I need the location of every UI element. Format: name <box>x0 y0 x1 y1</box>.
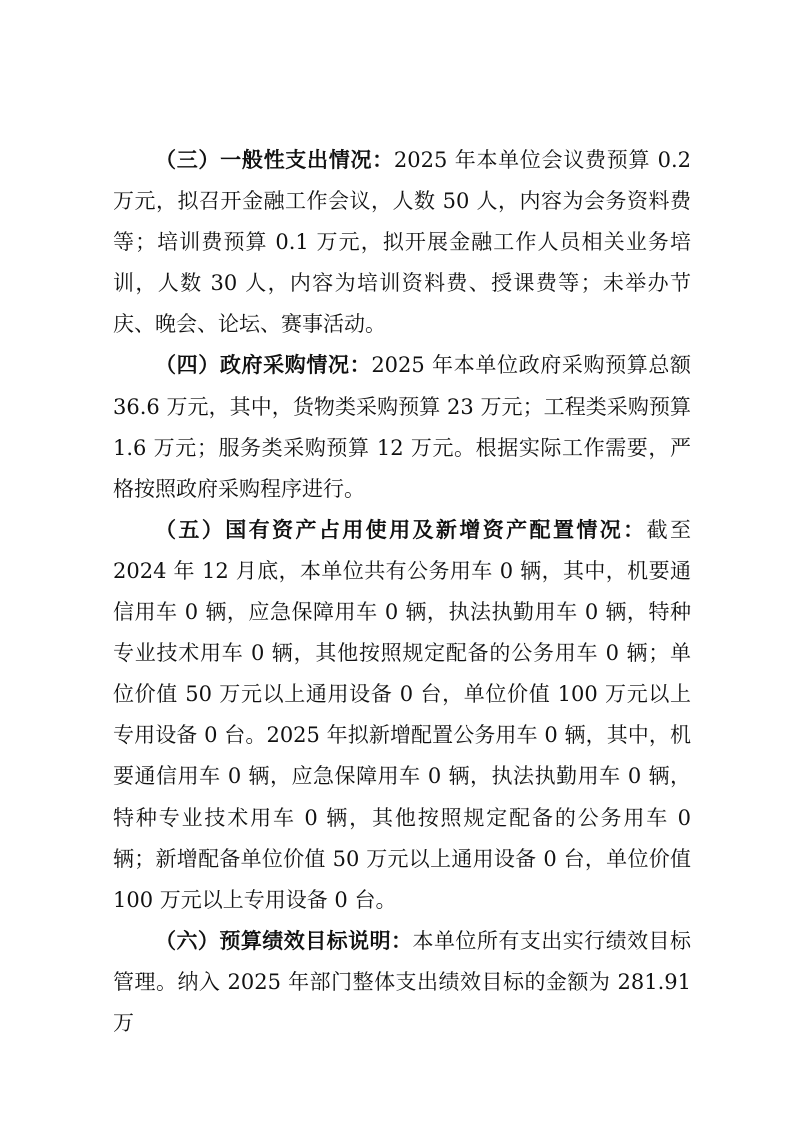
section-heading-general-expenditure: （三）一般性支出情况： <box>155 148 394 172</box>
paragraph-state-assets <box>113 510 691 921</box>
paragraph-government-procurement <box>113 345 691 509</box>
section-text-government-procurement: 2025 年本单位政府采购预算总额 36.6 万元，其中，货物类采购预算 23 万元；工程类采购预算 1.6 万元；服务类采购预算 12 万元。根据实际工作需要，严格按照政府采购程序进行。 <box>113 353 691 501</box>
section-text-general-expenditure: 2025 年本单位会议费预算 0.2 万元，拟召开金融工作会议，人数 50 人，内容为会务资料费等；培训费预算 0.1 万元，拟开展金融工作人员相关业务培训，人数 30 人，内容为培训资料费、授课费等；未举办节庆、晚会、论坛、赛事活动。 <box>113 148 691 337</box>
section-text-performance-goals: 本单位所有支出实行绩效目标管理。纳入 2025 年部门整体支出绩效目标的金额为 281.91 万 <box>113 928 691 1035</box>
section-heading-government-procurement: （四）政府采购情况： <box>155 353 372 378</box>
section-text-state-assets: 截至 2024 年 12 月底，本单位共有公务用车 0 辆，其中，机要通信用车 0 辆，应急保障用车 0 辆，执法执勤用车 0 辆，特种专业技术用车 0 辆，其他按照规定配备的公务用车 0 辆；单位价值 50 万元以上通用设备 0 台，单位价值 100 万元以上专用设备 0 台。2025 年拟新增配置公务用车 0 辆，其中，机要通信用车 0 辆，应急保障用车 0 辆，执法执勤用车 0 辆，特种专业技术用车 0 辆，其他按照规定配备的公务用车 0 辆；新增配备单位价值 50 万元以上通用设备 0 台，单位价值 100 万元以上专用设备 0 台。 <box>113 517 692 912</box>
section-heading-performance-goals: （六）预算绩效目标说明： <box>155 928 413 953</box>
section-heading-state-assets: （五）国有资产占用使用及新增资产配置情况： <box>155 517 647 542</box>
paragraph-general-expenditure <box>113 140 691 345</box>
paragraph-performance-goals <box>113 921 691 1044</box>
document-body <box>113 140 691 1044</box>
